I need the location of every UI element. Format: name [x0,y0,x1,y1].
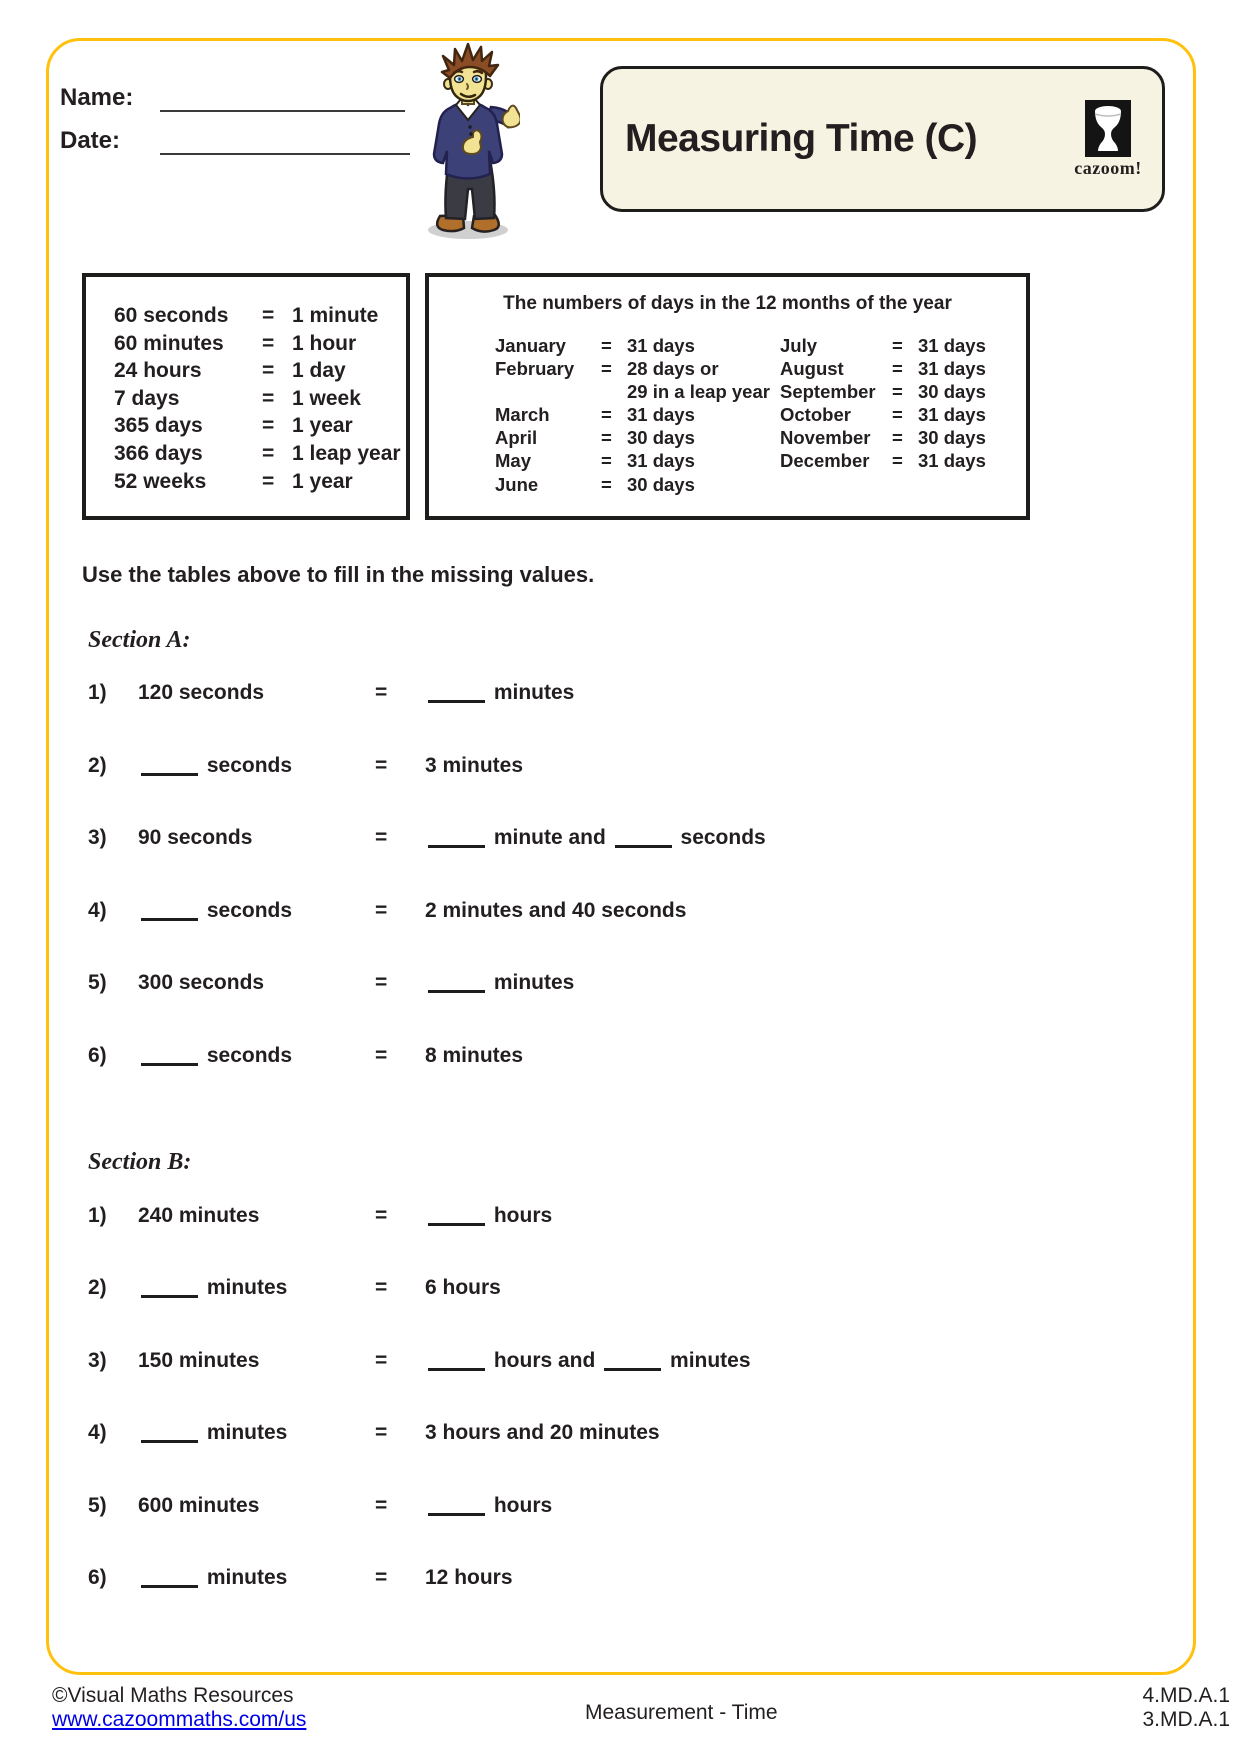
month-name: January [495,335,566,356]
month-name: August [780,358,844,380]
question-right: 12 hours [425,1566,513,1589]
month-row [780,426,986,449]
question-left: minutes [138,1565,375,1591]
answer-blank[interactable] [428,686,485,703]
month-days: 31 days [918,404,986,426]
question-left: 150 minutes [138,1348,260,1372]
question-left: seconds [138,753,375,779]
answer-blank[interactable] [428,1499,485,1516]
month-row [495,426,780,449]
equals-sign: = [375,1276,388,1299]
conversion-quantity: 366 days [114,441,203,465]
question-number: 1) [88,681,107,704]
question-row [82,1275,1142,1301]
section-heading: Section A: [88,627,191,653]
question-number: 3) [88,826,107,849]
question-right: 3 minutes [425,753,524,777]
question-left: seconds [138,898,375,924]
month-name: September [780,381,876,403]
month-name: May [495,450,531,472]
answer-blank[interactable] [428,1209,485,1226]
equals-sign: = [375,898,388,922]
answer-blank[interactable] [141,759,198,776]
conversion-row [114,468,406,496]
name-date-block [60,84,410,170]
months-days-table [425,273,1030,520]
question-left: 90 seconds [138,826,253,849]
equals-sign: = [601,473,612,495]
question-left: minutes [138,1420,375,1446]
month-days: 31 days [627,450,695,472]
question-number: 2) [88,1276,107,1299]
equals-sign: = [262,304,275,327]
question-right: 8 minutes [425,1043,524,1067]
equals-sign: = [375,1493,388,1517]
month-days: 30 days [918,427,986,449]
month-row [780,449,986,472]
month-name: June [495,473,539,495]
month-row [495,380,780,403]
question-left: 120 seconds [138,681,265,704]
question-right: hours [425,1493,1142,1519]
month-name [495,380,601,403]
equals-sign: = [375,1421,388,1444]
question-sections [82,627,1142,1638]
conversion-row [114,440,406,468]
conversion-quantity: 24 hours [114,359,202,383]
question-number: 4) [88,1421,107,1444]
hourglass-icon [1085,100,1131,157]
month-days: 31 days [627,335,695,356]
month-row [780,334,986,357]
equals-sign: = [601,450,612,472]
month-row [495,357,780,380]
question-left: 300 seconds [138,971,265,994]
equals-sign: = [892,358,903,380]
page-title: Measuring Time (C) [625,117,978,160]
conversion-quantity: 365 days [114,414,203,438]
footer-topic-label: Measurement - Time [585,1701,778,1724]
question-right: minute and seconds [425,825,1142,851]
question-list [82,680,1142,1069]
conversion-value: 1 day [292,359,346,383]
date-row [60,127,410,155]
conversion-value: 1 hour [292,331,357,355]
month-name: November [780,427,871,449]
conversion-quantity: 7 days [114,386,180,410]
equals-sign: = [375,681,388,704]
website-link[interactable]: www.cazoommaths.com/us [52,1708,307,1731]
question-list [82,1203,1142,1592]
equals-sign: = [892,427,903,449]
month-row [495,473,780,496]
cazoom-logo [1066,100,1150,179]
conversion-quantity: 60 seconds [114,304,229,327]
months-columns [429,334,1026,496]
month-name: April [495,427,538,449]
question-right: hours [425,1203,1142,1229]
conversion-row [114,357,406,385]
equals-sign: = [375,1203,388,1227]
footer-standards [1142,1684,1230,1732]
equals-sign: = [375,826,388,849]
equals-sign: = [262,386,275,410]
months-column-left [495,334,780,496]
student-character-illustration [416,42,520,242]
months-table-title: The numbers of days in the 12 months of the year [503,293,952,314]
logo-wordmark: cazoom! [1074,157,1142,178]
month-row [780,380,986,403]
month-name: July [780,335,818,356]
month-days: 30 days [627,427,695,449]
answer-blank[interactable] [141,1426,198,1443]
standard-code: 3.MD.A.1 [1142,1708,1230,1731]
conversion-quantity: 60 minutes [114,331,224,355]
question-left: seconds [138,1043,375,1069]
answer-blank[interactable] [141,904,198,921]
question-right: 2 minutes and 40 seconds [425,898,687,922]
answer-blank[interactable] [428,976,485,993]
month-row [780,357,986,380]
equals-sign: = [375,1043,388,1067]
conversion-row [114,302,406,330]
equals-sign: = [892,404,903,426]
question-number: 6) [88,1566,107,1589]
question-row [82,1420,1142,1446]
equals-sign: = [262,469,275,493]
question-number: 5) [88,971,107,994]
month-row [780,403,986,426]
title-box [600,66,1165,212]
question-number: 3) [88,1348,107,1372]
conversion-value: 1 minute [292,304,379,327]
question-row [82,1348,1142,1374]
equals-sign: = [375,1348,388,1372]
standard-code: 4.MD.A.1 [1142,1684,1230,1707]
copyright-text: ©Visual Maths Resources [52,1684,294,1707]
question-row [82,1043,1142,1069]
answer-blank[interactable] [141,1571,198,1588]
conversion-row [114,330,406,358]
answer-blank[interactable] [604,1354,661,1371]
question-row [82,825,1142,851]
question-number: 4) [88,898,107,922]
question-left: 240 minutes [138,1203,260,1227]
month-days: 30 days [627,473,695,495]
equals-sign: = [262,414,275,438]
date-label: Date: [60,127,121,154]
question-number: 6) [88,1043,107,1067]
instruction-text: Use the tables above to fill in the missing values. [82,562,595,587]
conversion-rows [114,302,406,495]
footer-left [52,1684,306,1732]
equals-sign: = [601,358,612,380]
answer-blank[interactable] [615,831,672,848]
reference-tables [82,273,1030,520]
conversion-value: 1 leap year [292,441,401,465]
month-days: 30 days [918,381,986,403]
equals-sign: = [262,331,275,355]
question-row [82,1565,1142,1591]
question-right: 6 hours [425,1276,501,1299]
question-right: hours and minutes [425,1348,1142,1374]
question-right: 3 hours and 20 minutes [425,1421,660,1444]
equals-sign: = [601,404,612,426]
answer-blank[interactable] [428,1354,485,1371]
equals-sign: = [601,335,612,356]
question-row [82,1203,1142,1229]
answer-blank[interactable] [141,1281,198,1298]
month-row [495,334,780,357]
month-days: 31 days [918,358,986,380]
section-heading: Section B: [88,1148,192,1175]
conversion-value: 1 year [292,469,353,493]
equals-sign [601,380,627,403]
conversion-quantity: 52 weeks [114,469,207,493]
answer-blank[interactable] [428,831,485,848]
equals-sign: = [262,359,275,383]
equals-sign: = [375,1566,388,1589]
month-row [495,449,780,472]
name-label: Name: [60,84,134,111]
month-days: 31 days [918,335,986,356]
equals-sign: = [375,971,388,994]
question-row [82,898,1142,924]
name-row [60,84,410,112]
question-number: 1) [88,1203,107,1227]
equals-sign: = [892,381,903,403]
equals-sign: = [262,441,275,465]
date-input-line[interactable] [160,129,410,155]
question-left: 600 minutes [138,1493,260,1517]
month-row [495,403,780,426]
month-name: October [780,404,851,426]
answer-blank[interactable] [141,1049,198,1066]
question-number: 2) [88,753,107,777]
equals-sign: = [375,753,388,777]
time-conversion-table [82,273,410,520]
question-row [82,970,1142,996]
month-name: March [495,404,550,426]
question-row [82,1493,1142,1519]
conversion-value: 1 year [292,414,353,438]
months-column-right [780,334,986,496]
conversion-row [114,412,406,440]
month-name: February [495,358,575,380]
name-input-line[interactable] [160,86,405,112]
month-days: 29 in a leap year [627,381,770,403]
question-left: minutes [138,1275,375,1301]
month-days: 31 days [918,450,986,472]
conversion-row [114,385,406,413]
month-days: 28 days or [627,358,719,380]
month-days: 31 days [627,404,695,426]
month-name: December [780,450,870,472]
question-right: minutes [425,680,1142,706]
conversion-value: 1 week [292,386,361,410]
question-row [82,753,1142,779]
equals-sign: = [892,450,903,472]
question-right: minutes [425,970,1142,996]
question-row [82,680,1142,706]
question-number: 5) [88,1493,107,1517]
equals-sign: = [892,335,903,356]
equals-sign: = [601,427,612,449]
